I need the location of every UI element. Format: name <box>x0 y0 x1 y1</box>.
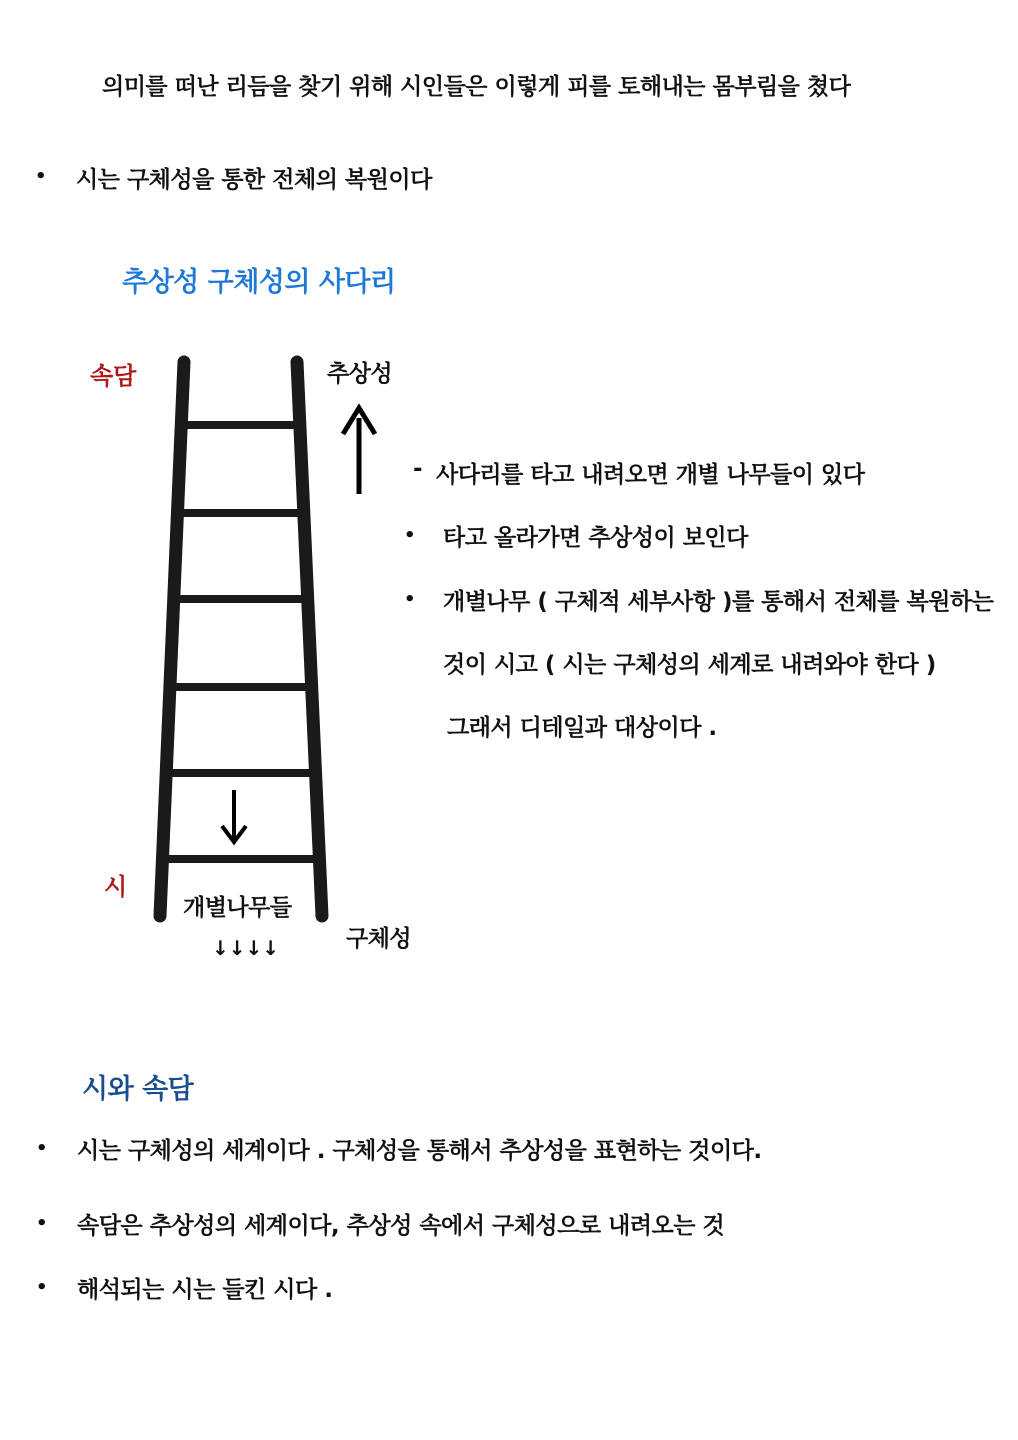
note-bullet-2: 타고 올라가면 추상성이 보인다 <box>443 525 748 551</box>
bullet-dot: • <box>36 1138 48 1159</box>
label-concreteness: 구체성 <box>346 926 412 952</box>
section2-bullet-2: 속담은 추상성의 세계이다, 추상성 속에서 구체성으로 내려오는 것 <box>77 1213 725 1239</box>
section-title-poem-proverb: 시와 속담 <box>82 1074 194 1105</box>
note-bullet-3-line-3: 그래서 디테일과 대상이다 . <box>447 715 717 741</box>
bullet-dot: • <box>404 525 416 546</box>
ladder-right-rail <box>297 362 322 916</box>
header-line: 의미를 떠난 리듬을 찾기 위해 시인들은 이렇게 피를 토해내는 몸부림을 쳤다 <box>102 74 851 100</box>
note-dash: - <box>413 456 423 482</box>
arrow-up-icon <box>343 408 375 494</box>
note-bullet-3-line-2: 것이 시고 ( 시는 구체성의 세계로 내려와야 한다 ) <box>443 652 936 678</box>
label-poem: 시 <box>104 873 128 901</box>
bullet-dot: • <box>36 1277 48 1298</box>
label-abstraction: 추상성 <box>327 361 393 387</box>
label-down-arrows: ↓↓↓↓ <box>212 936 280 960</box>
note-line-1: 사다리를 타고 내려오면 개별 나무들이 있다 <box>436 462 865 488</box>
intro-bullet-text: 시는 구체성을 통한 전체의 복원이다 <box>76 167 432 193</box>
arrow-down-icon <box>222 790 246 842</box>
note-bullet-3-line-1: 개별나무 ( 구체적 세부사항 )를 통해서 전체를 복원하는 <box>443 589 994 615</box>
section2-bullet-3: 해석되는 시는 들킨 시다 . <box>77 1277 333 1303</box>
section-title-ladder: 추상성 구체성의 사다리 <box>122 267 396 298</box>
ladder-left-rail <box>160 362 184 916</box>
bullet-dot: • <box>404 589 416 610</box>
label-proverb: 속담 <box>90 362 137 390</box>
label-individual-trees: 개별나무들 <box>183 895 292 921</box>
section2-bullet-1: 시는 구체성의 세계이다 . 구체성을 통해서 추상성을 표현하는 것이다. <box>77 1138 762 1164</box>
bullet-dot: • <box>36 1213 48 1234</box>
bullet-dot: • <box>35 166 47 187</box>
